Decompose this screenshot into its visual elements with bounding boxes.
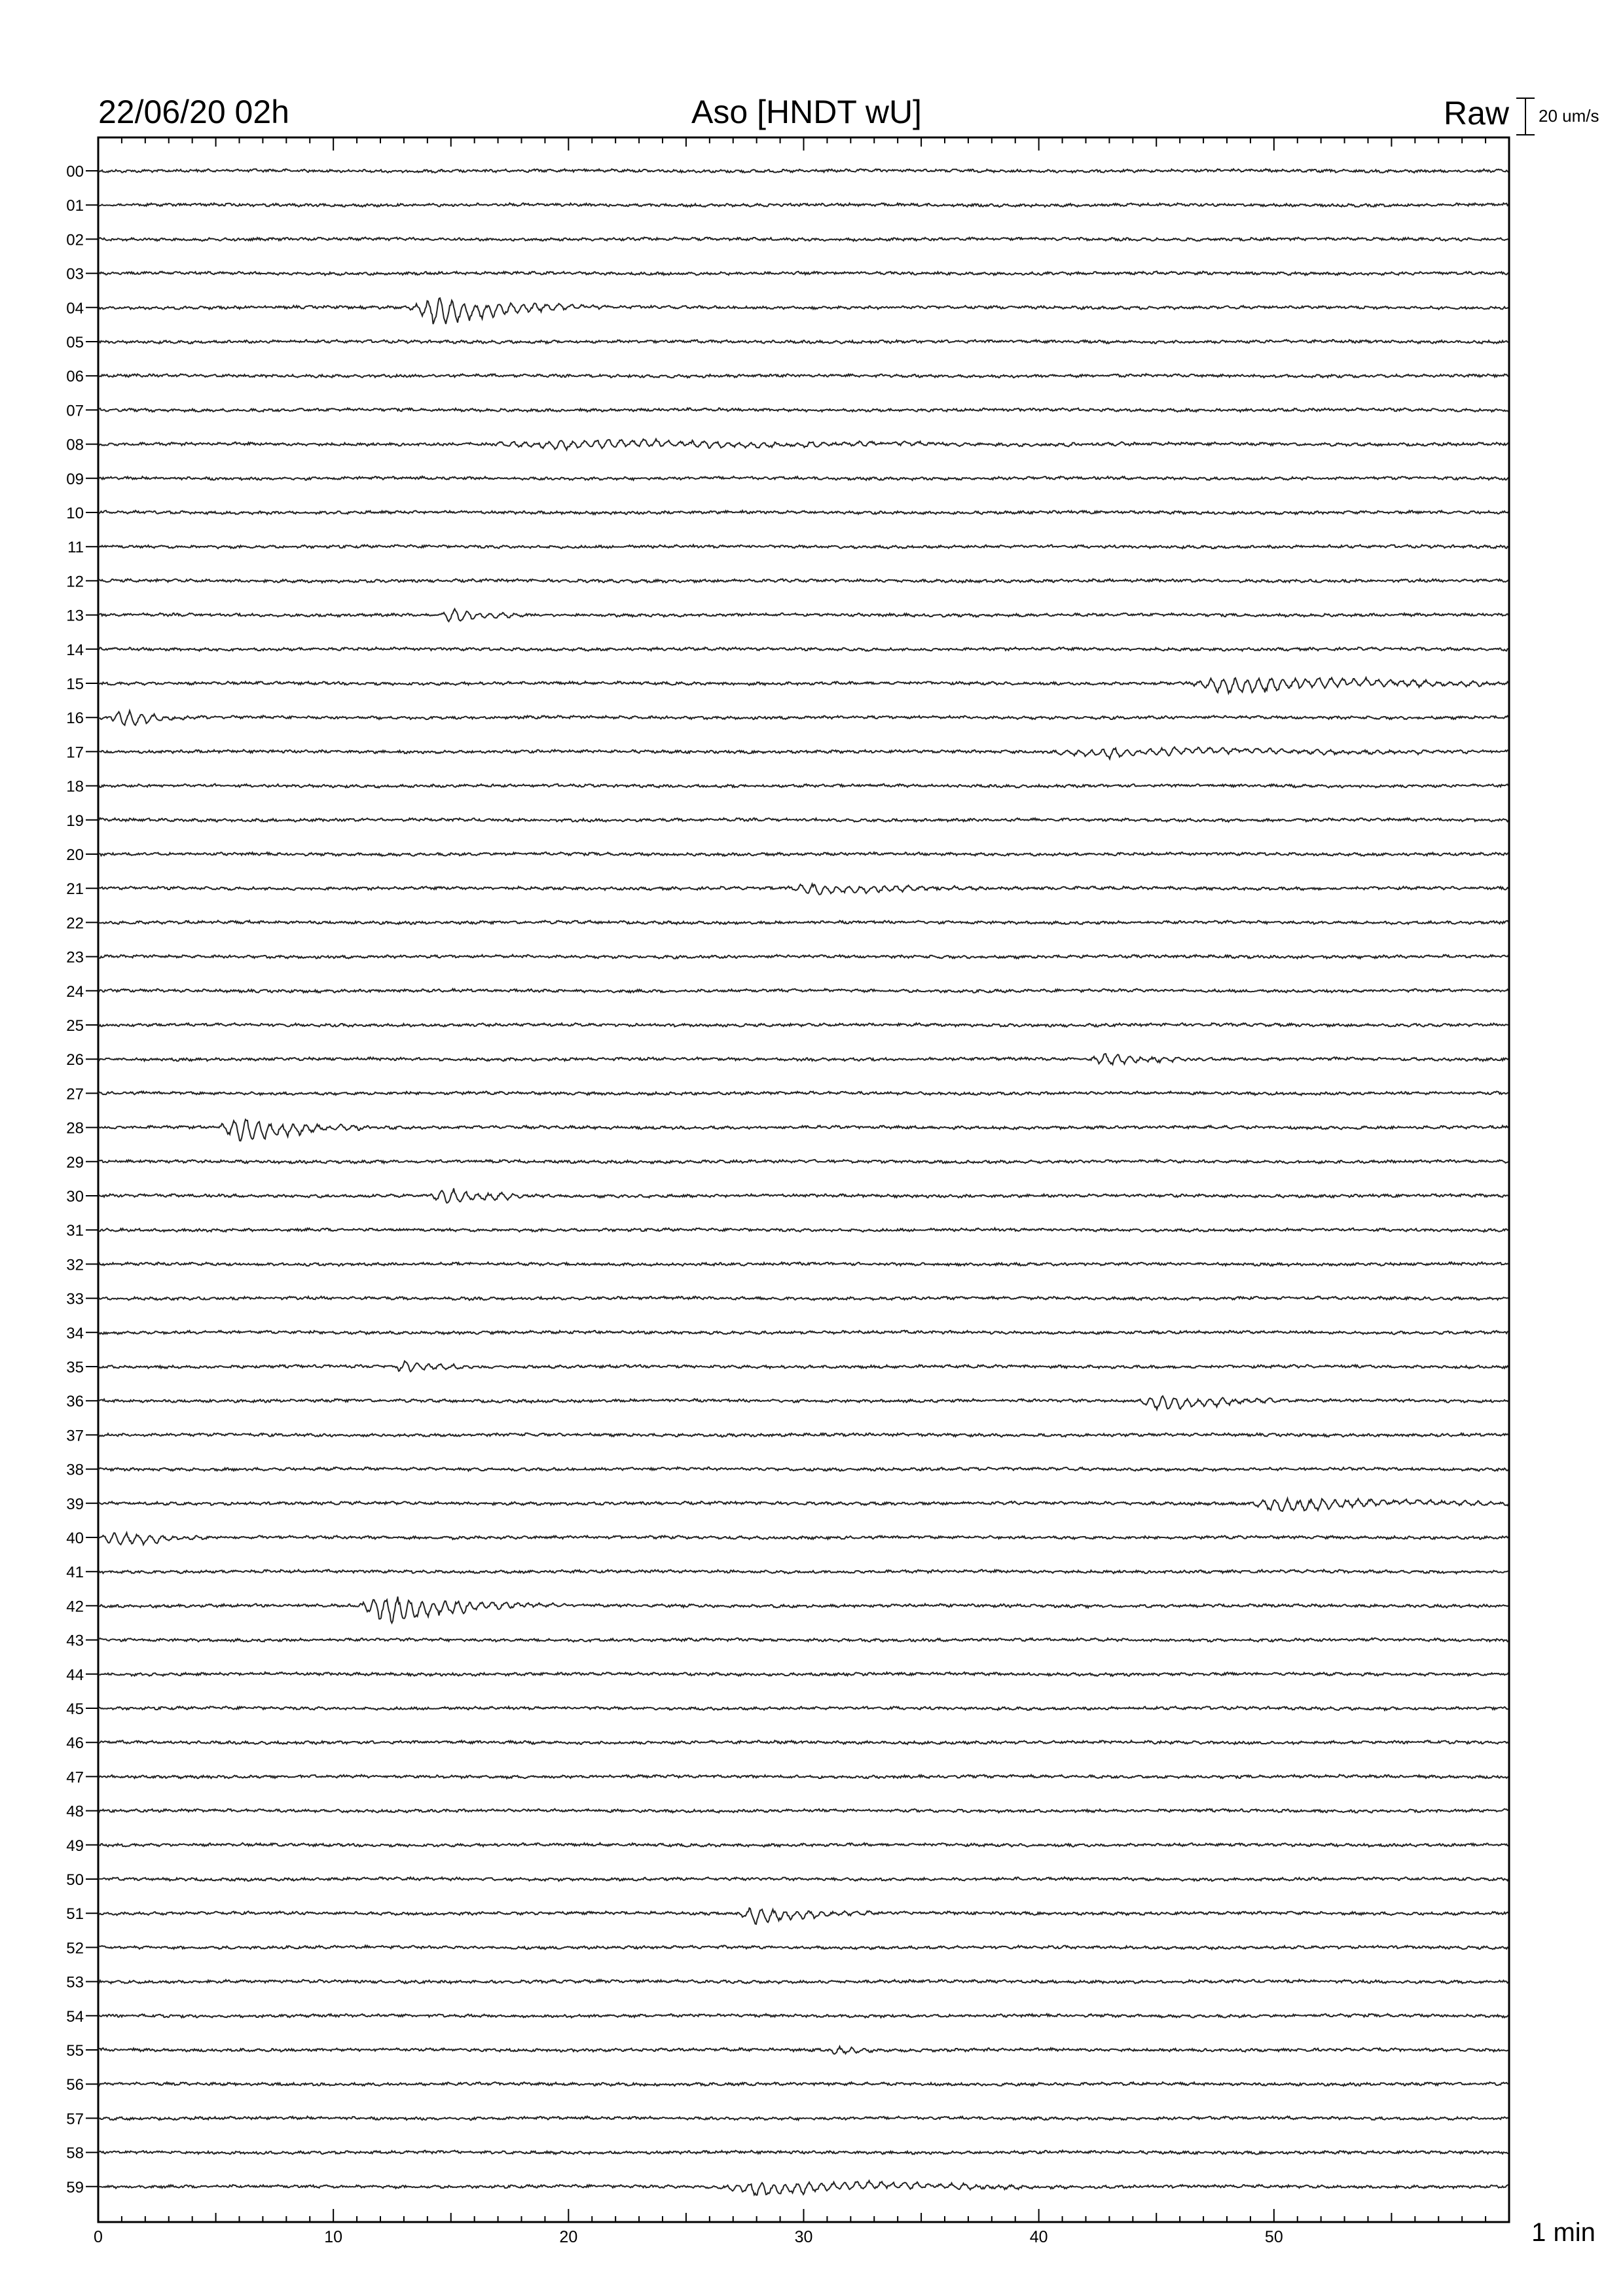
seismic-trace xyxy=(98,1672,1508,1676)
row-label: 50 xyxy=(66,1871,84,1889)
seismic-trace xyxy=(98,1638,1508,1642)
row-label: 04 xyxy=(66,299,84,317)
seismic-trace xyxy=(98,1740,1508,1744)
seismic-trace xyxy=(98,955,1508,959)
row-label: 33 xyxy=(66,1290,84,1308)
x-tick-label: 40 xyxy=(1029,2228,1048,2246)
row-label: 14 xyxy=(66,641,84,659)
row-label: 09 xyxy=(66,470,84,488)
seismic-trace xyxy=(98,2082,1508,2086)
seismic-traces xyxy=(98,169,1508,2195)
row-label: 54 xyxy=(66,2007,84,2026)
seismic-trace xyxy=(98,238,1508,242)
row-label: 20 xyxy=(66,846,84,864)
seismic-trace xyxy=(98,511,1508,514)
row-label: 58 xyxy=(66,2144,84,2162)
row-label: 39 xyxy=(66,1495,84,1513)
row-label: 31 xyxy=(66,1222,84,1240)
x-tick-label: 10 xyxy=(324,2228,343,2246)
row-label: 00 xyxy=(66,163,84,181)
seismic-trace xyxy=(98,1706,1508,1710)
seismic-trace xyxy=(98,439,1508,450)
seismic-trace xyxy=(98,1433,1508,1437)
seismic-trace xyxy=(98,1596,1508,1623)
row-label: 51 xyxy=(66,1905,84,1924)
row-label: 56 xyxy=(66,2076,84,2094)
row-label: 55 xyxy=(66,2042,84,2060)
row-label: 30 xyxy=(66,1188,84,1206)
seismic-trace xyxy=(98,545,1508,548)
seismic-trace xyxy=(98,203,1508,207)
seismic-trace xyxy=(98,747,1508,759)
time-ticks xyxy=(98,137,1509,2222)
x-axis-label: 1 min xyxy=(1531,2218,1596,2247)
row-label: 59 xyxy=(66,2178,84,2197)
row-label: 06 xyxy=(66,368,84,386)
seismic-trace xyxy=(98,711,1508,725)
seismic-trace xyxy=(98,579,1508,583)
row-label: 42 xyxy=(66,1598,84,1616)
hour-minute-labels xyxy=(66,163,98,2197)
seismic-trace xyxy=(98,1297,1508,1300)
seismic-trace xyxy=(98,2151,1508,2155)
row-label: 21 xyxy=(66,880,84,899)
seismic-trace xyxy=(98,677,1508,693)
x-tick-labels xyxy=(94,2228,1283,2246)
seismic-trace xyxy=(98,298,1508,324)
row-label: 05 xyxy=(66,334,84,351)
row-label: 15 xyxy=(66,675,84,693)
row-label: 24 xyxy=(66,982,84,1001)
seismic-trace xyxy=(98,1262,1508,1266)
plot-frame xyxy=(98,137,1509,2222)
seismic-trace xyxy=(98,1843,1508,1847)
row-label: 38 xyxy=(66,1461,84,1479)
row-label: 01 xyxy=(66,197,84,215)
seismic-trace xyxy=(98,1945,1508,1949)
row-label: 19 xyxy=(66,812,84,830)
row-label: 37 xyxy=(66,1427,84,1445)
seismic-trace xyxy=(98,1119,1508,1141)
row-label: 27 xyxy=(66,1085,84,1103)
seismic-trace xyxy=(98,884,1508,895)
seismic-trace xyxy=(98,2181,1508,2195)
row-label: 28 xyxy=(66,1119,84,1138)
seismic-trace xyxy=(98,1189,1508,1203)
row-label: 07 xyxy=(66,402,84,420)
row-label: 48 xyxy=(66,1803,84,1821)
row-label: 36 xyxy=(66,1393,84,1411)
seismic-trace xyxy=(98,1023,1508,1027)
row-label: 43 xyxy=(66,1632,84,1650)
seismic-trace xyxy=(98,272,1508,276)
row-label: 22 xyxy=(66,914,84,933)
seismic-trace xyxy=(98,784,1508,788)
row-label: 47 xyxy=(66,1768,84,1787)
row-label: 49 xyxy=(66,1837,84,1855)
seismic-trace xyxy=(98,408,1508,412)
row-label: 40 xyxy=(66,1530,84,1547)
seismic-trace xyxy=(98,169,1508,173)
row-label: 02 xyxy=(66,231,84,249)
seismic-trace xyxy=(98,1877,1508,1881)
seismic-trace xyxy=(98,1228,1508,1232)
x-tick-label: 30 xyxy=(794,2228,813,2246)
chart-title: Aso [HNDT wU] xyxy=(691,94,922,130)
chart-mode: Raw xyxy=(1443,95,1509,132)
row-label: 41 xyxy=(66,1564,84,1582)
row-label: 10 xyxy=(66,505,84,522)
row-label: 23 xyxy=(66,948,84,967)
row-label: 12 xyxy=(66,573,84,591)
row-label: 11 xyxy=(67,539,84,557)
x-tick-label: 0 xyxy=(94,2228,103,2246)
seismic-trace xyxy=(98,1467,1508,1471)
seismic-trace xyxy=(98,920,1508,924)
row-label: 53 xyxy=(66,1973,84,1992)
seismic-trace xyxy=(98,1908,1508,1924)
x-tick-label: 50 xyxy=(1264,2228,1283,2246)
row-label: 52 xyxy=(66,1939,84,1958)
scale-label: 20 um/s xyxy=(1539,106,1599,126)
row-label: 45 xyxy=(66,1700,84,1718)
seismic-trace xyxy=(98,1809,1508,1813)
row-label: 35 xyxy=(66,1359,84,1376)
row-label: 08 xyxy=(66,436,84,454)
seismic-trace xyxy=(98,1498,1508,1511)
row-label: 29 xyxy=(66,1153,84,1172)
seismic-trace xyxy=(98,1091,1508,1095)
scale-bar xyxy=(1516,98,1599,135)
seismic-trace xyxy=(98,476,1508,480)
seismic-trace xyxy=(98,647,1508,651)
row-label: 25 xyxy=(66,1017,84,1035)
row-label: 17 xyxy=(66,744,84,762)
row-label: 16 xyxy=(66,709,84,728)
seismic-trace xyxy=(98,1533,1508,1545)
seismic-trace xyxy=(98,374,1508,378)
seismic-trace xyxy=(98,852,1508,856)
seismic-trace xyxy=(98,2014,1508,2018)
seismic-trace xyxy=(98,989,1508,993)
seismic-trace xyxy=(98,1396,1508,1410)
seismic-trace xyxy=(98,818,1508,822)
row-label: 03 xyxy=(66,265,84,283)
seismic-trace xyxy=(98,609,1508,621)
row-label: 26 xyxy=(66,1051,84,1069)
seismic-trace xyxy=(98,1331,1508,1335)
seismic-trace xyxy=(98,1980,1508,1984)
seismic-trace xyxy=(98,1774,1508,1778)
seismic-trace xyxy=(98,340,1508,344)
seismic-trace xyxy=(98,1570,1508,1573)
row-label: 34 xyxy=(66,1324,84,1342)
row-label: 57 xyxy=(66,2110,84,2128)
row-label: 44 xyxy=(66,1666,84,1684)
row-label: 46 xyxy=(66,1734,84,1753)
row-label: 13 xyxy=(66,607,84,625)
row-label: 32 xyxy=(66,1256,84,1274)
row-label: 18 xyxy=(66,778,84,796)
x-tick-label: 20 xyxy=(559,2228,578,2246)
seismic-trace xyxy=(98,1054,1508,1064)
seismic-trace xyxy=(98,2047,1508,2054)
chart-date-hour: 22/06/20 02h xyxy=(98,94,289,130)
seismic-trace xyxy=(98,2116,1508,2120)
seismic-trace xyxy=(98,1361,1508,1372)
seismic-trace xyxy=(98,1160,1508,1164)
